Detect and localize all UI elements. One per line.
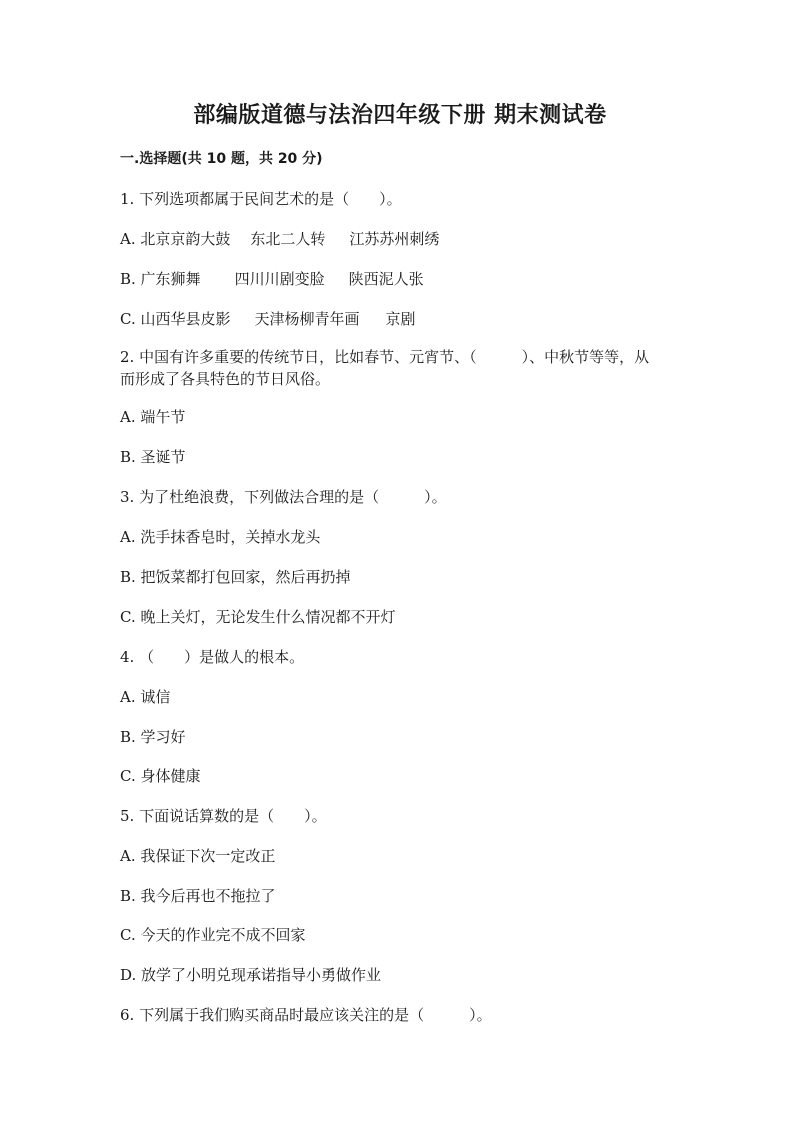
section-heading: 一.选择题(共 10 题，共 20 分) <box>120 151 323 167</box>
question-5-option-c: C. 今天的作业完不成不回家 <box>120 926 306 944</box>
question-3-option-c: C. 晚上关灯，无论发生什么情况都不开灯 <box>120 608 396 626</box>
option-a-part-2: 东北二人转 <box>250 230 326 248</box>
question-2-option-b: B. 圣诞节 <box>120 448 186 466</box>
option-a-part-1: A. 北京京韵大鼓 <box>120 230 231 248</box>
option-a-part-3: 江苏苏州刺绣 <box>349 230 440 248</box>
question-4-option-b: B. 学习好 <box>120 728 186 746</box>
option-b-part-1: B. 广东狮舞 <box>120 270 201 288</box>
question-1-stem: 1. 下列选项都属于民间艺术的是（ ）。 <box>120 190 402 208</box>
question-4-stem: 4. （ ）是做人的根本。 <box>120 648 305 666</box>
question-1-option-c <box>120 308 680 330</box>
question-6-stem: 6. 下列属于我们购买商品时最应该关注的是（ ）。 <box>120 1006 492 1024</box>
question-2-option-a: A. 端午节 <box>120 408 186 426</box>
option-b-part-3: 陕西泥人张 <box>348 270 424 288</box>
page-title: 部编版道德与法治四年级下册 期末测试卷 <box>193 103 607 128</box>
question-4-option-a: A. 诚信 <box>120 688 171 706</box>
question-2-stem: 2. 中国有许多重要的传统节日，比如春节、元宵节、（ ）、中秋节等等，从而形成了各具特色的节日风俗。 <box>120 348 650 388</box>
question-5-option-b: B. 我今后再也不拖拉了 <box>120 887 276 905</box>
question-3-stem: 3. 为了杜绝浪费，下列做法合理的是（ ）。 <box>120 488 447 506</box>
option-c-part-2: 天津杨柳青年画 <box>254 310 360 328</box>
option-b-part-2: 四川川剧变脸 <box>234 270 325 288</box>
option-c-part-3: 京剧 <box>385 310 416 328</box>
option-c-part-1: C. 山西华县皮影 <box>120 310 231 328</box>
question-5-stem: 5. 下面说话算数的是（ ）。 <box>120 807 327 825</box>
question-1-option-a <box>120 228 680 250</box>
question-3-option-a: A. 洗手抹香皂时，关掉水龙头 <box>120 528 321 546</box>
question-1-option-b <box>120 268 680 290</box>
question-3-option-b: B. 把饭菜都打包回家，然后再扔掉 <box>120 568 351 586</box>
question-4-option-c: C. 身体健康 <box>120 767 201 785</box>
question-5-option-a: A. 我保证下次一定改正 <box>120 847 276 865</box>
question-5-option-d: D. 放学了小明兑现承诺指导小勇做作业 <box>120 966 382 984</box>
